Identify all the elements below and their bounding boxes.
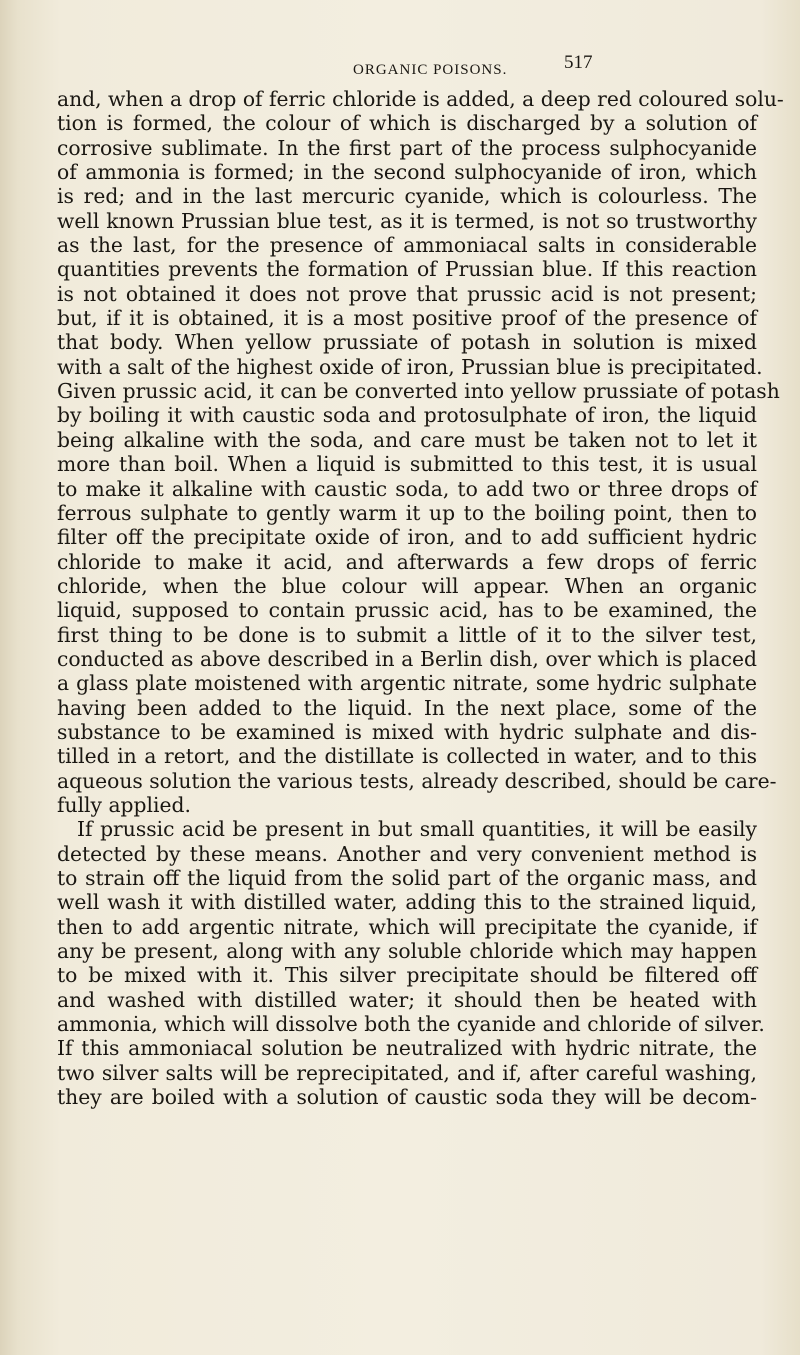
text-line: with a salt of the highest oxide of iron, Prussian blue is precipitated.	[57, 354, 763, 379]
text-line: to make it alkaline with caustic soda, to add two or three drops of	[57, 476, 757, 501]
text-line: ferrous sulphate to gently warm it up to the boiling point, then to	[57, 500, 757, 525]
text-line: conducted as above described in a Berlin dish, over which is placed	[57, 646, 757, 671]
text-line: chloride, when the blue colour will appear. When an organic	[57, 573, 757, 598]
text-line-paragraph-end: fully applied.	[57, 792, 191, 817]
text-line: and, when a drop of ferric chloride is added, a deep red coloured solu-	[57, 87, 784, 111]
text-line: more than boil. When a liquid is submitted to this test, it is usual	[57, 452, 757, 477]
text-line: Given prussic acid, it can be converted into yellow prussiate of potash	[57, 379, 780, 404]
text-line: If this ammoniacal solution be neutralized with hydric nitrate, the	[57, 1036, 757, 1061]
text-line: is red; and in the last mercuric cyanide, which is colourless. The	[57, 184, 757, 209]
text-line: two silver salts will be reprecipitated, and if, after careful washing,	[57, 1060, 757, 1085]
text-line: ammonia, which will dissolve both the cyanide and chloride of silver.	[57, 1012, 765, 1037]
text-line: to strain off the liquid from the solid part of the organic mass, and	[57, 866, 757, 890]
text-line: liquid, supposed to contain prussic acid, has to be examined, the	[57, 598, 757, 623]
text-line: having been added to the liquid. In the next place, some of the	[57, 695, 757, 720]
text-line: they are boiled with a solution of caustic soda they will be decom-	[57, 1085, 757, 1110]
text-line: and washed with distilled water; it should then be heated with	[57, 987, 757, 1012]
text-line: tion is formed, the colour of which is discharged by a solution of	[57, 111, 757, 136]
text-line: tilled in a retort, and the distillate is collected in water, and to this	[57, 744, 757, 769]
text-line: by boiling it with caustic soda and protosulphate of iron, the liquid	[57, 403, 757, 428]
text-line: quantities prevents the formation of Prussian blue. If this reaction	[57, 257, 757, 282]
page-number: 517	[564, 52, 593, 73]
text-line: being alkaline with the soda, and care must be taken not to let it	[57, 427, 757, 452]
text-line: filter off the precipitate oxide of iron, and to add sufficient hydric	[57, 525, 757, 550]
text-line: substance to be examined is mixed with hydric sulphate and dis-	[57, 719, 757, 744]
text-line: that body. When yellow prussiate of potash in solution is mixed	[57, 330, 757, 355]
text-line: well wash it with distilled water, adding this to the strained liquid,	[57, 890, 757, 915]
text-line: detected by these means. Another and very convenient method is	[57, 841, 757, 866]
text-line: of ammonia is formed; in the second sulphocyanide of iron, which	[57, 160, 757, 185]
text-line: as the last, for the presence of ammoniacal salts in considerable	[57, 233, 757, 258]
body-text	[57, 87, 784, 1110]
text-line-paragraph-start: If prussic acid be present in but small quantities, it will be easily	[77, 817, 757, 842]
text-line: is not obtained it does not prove that prussic acid is not present;	[57, 281, 757, 306]
text-line: but, if it is obtained, it is a most positive proof of the presence of	[57, 306, 757, 331]
text-line: well known Prussian blue test, as it is termed, is not so trustworthy	[57, 208, 757, 233]
text-line: any be present, along with any soluble chloride which may happen	[57, 939, 757, 964]
text-line: aqueous solution the various tests, already described, should be care-	[57, 768, 777, 793]
running-head-title: ORGANIC POISONS.	[353, 62, 508, 78]
text-line: then to add argentic nitrate, which will precipitate the cyanide, if	[57, 914, 757, 939]
text-line: corrosive sublimate. In the first part of the process sulphocyanide	[57, 135, 757, 160]
text-line: first thing to be done is to submit a little of it to the silver test,	[57, 622, 757, 647]
text-line: chloride to make it acid, and afterwards a few drops of ferric	[57, 549, 757, 574]
running-head	[0, 52, 800, 82]
text-line: a glass plate moistened with argentic nitrate, some hydric sulphate	[57, 671, 757, 696]
text-line: to be mixed with it. This silver precipitate should be filtered off	[57, 963, 757, 988]
